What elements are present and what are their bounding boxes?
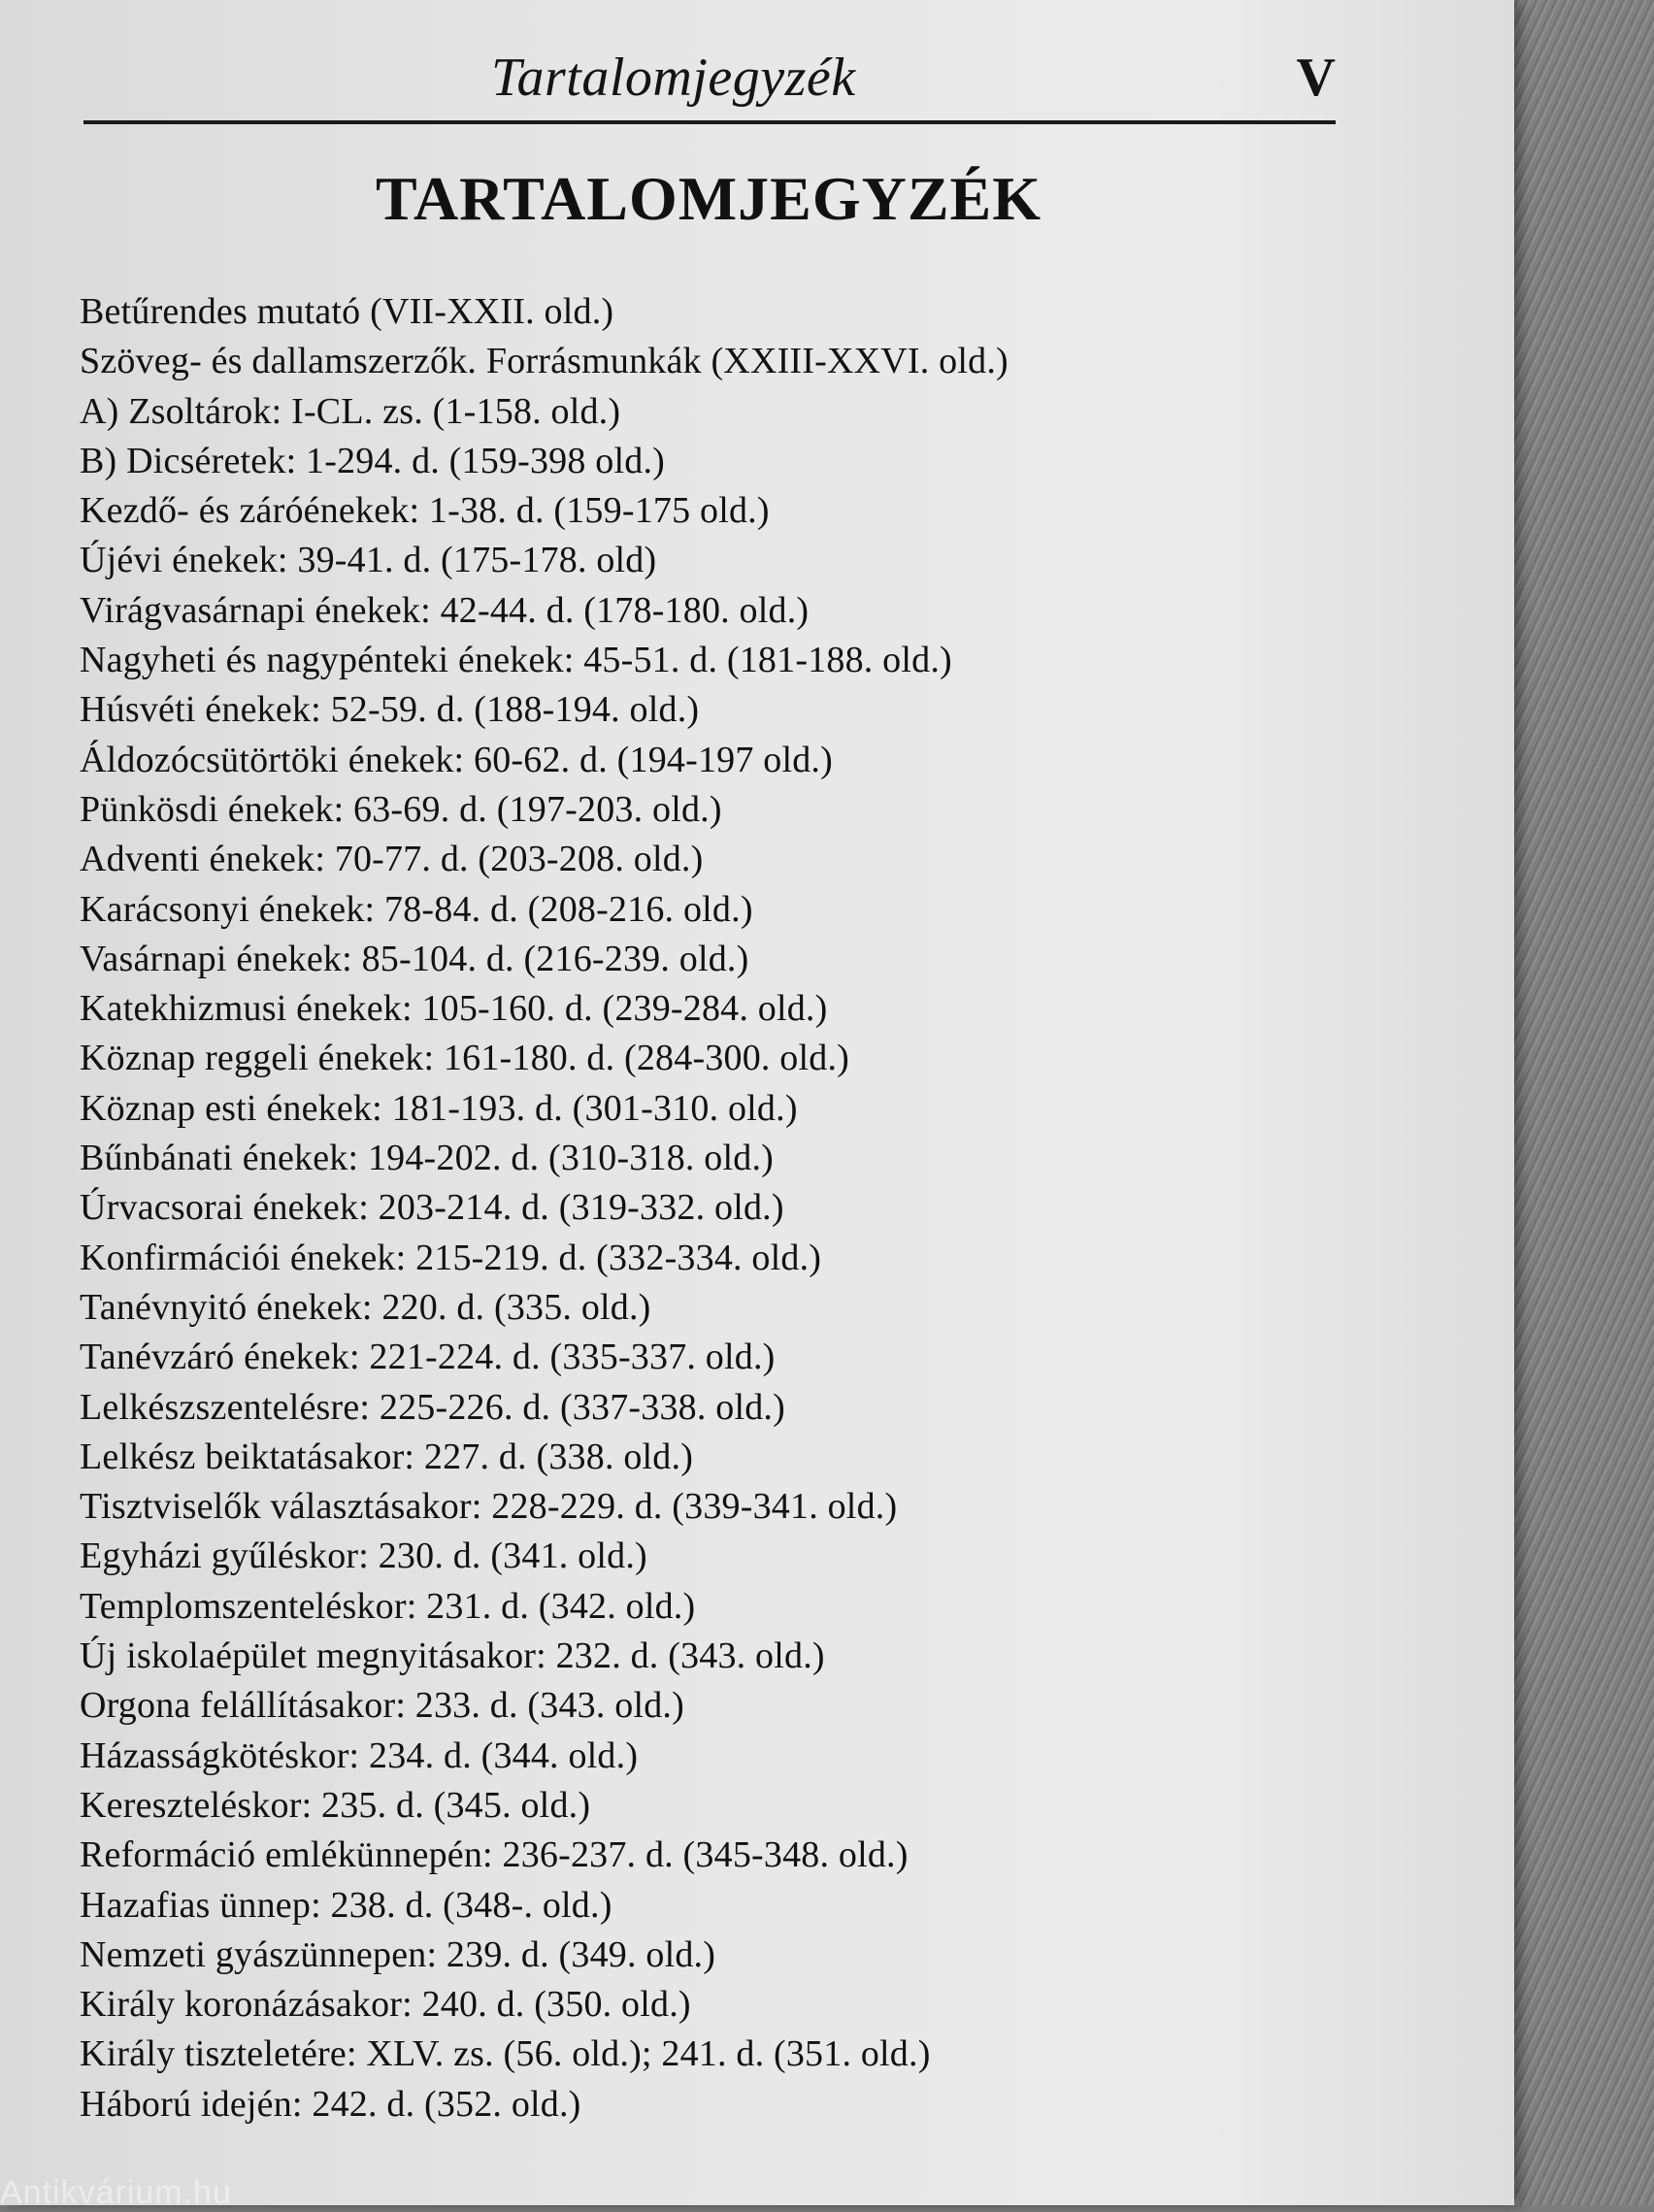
running-title: Tartalomjegyzék	[491, 48, 856, 108]
toc-entry: A) Zsoltárok: I-CL. zs. (1-158. old.)	[80, 390, 621, 432]
toc-entry: Szöveg- és dallamszerzők. Forrásmunkák (XXIII-XXVI. old.)	[80, 341, 1009, 382]
toc-entry: Virágvasárnapi énekek: 42-44. d. (178-180. old.)	[80, 589, 810, 631]
toc-entry: Nagyheti és nagypénteki énekek: 45-51. d. (181-188. old.)	[80, 640, 952, 681]
toc-entry: Háború idején: 242. d. (352. old.)	[80, 2083, 581, 2125]
toc-entry: Adventi énekek: 70-77. d. (203-208. old.)	[80, 839, 704, 880]
toc-entry: Tanévnyitó énekek: 220. d. (335. old.)	[80, 1286, 651, 1328]
toc-entry: Király tiszteletére: XLV. zs. (56. old.); 241. d. (351. old.)	[80, 2033, 931, 2075]
toc-entry: Templomszenteléskor: 231. d. (342. old.)	[80, 1585, 696, 1627]
toc-entry: Betűrendes mutató (VII-XXII. old.)	[80, 291, 614, 332]
toc-entry: Úrvacsorai énekek: 203-214. d. (319-332. old.)	[80, 1187, 784, 1229]
table-of-contents	[80, 287, 1400, 2129]
toc-entry: Áldozócsütörtöki énekek: 60-62. d. (194-197 old.)	[80, 739, 833, 780]
toc-entry: Hazafias ünnep: 238. d. (348-. old.)	[80, 1884, 612, 1926]
toc-entry: Lelkészszentelésre: 225-226. d. (337-338. old.)	[80, 1386, 785, 1428]
page-title: TARTALOMJEGYZÉK	[376, 164, 1042, 233]
toc-entry: Lelkész beiktatásakor: 227. d. (338. old.)	[80, 1436, 694, 1477]
watermark: Antikvárium.hu	[0, 2174, 232, 2211]
page-number: V	[1296, 48, 1336, 108]
toc-entry: Köznap reggeli énekek: 161-180. d. (284-300. old.)	[80, 1038, 850, 1079]
toc-entry: Kezdő- és záróénekek: 1-38. d. (159-175 old.)	[80, 490, 770, 532]
toc-entry: B) Dicséretek: 1-294. d. (159-398 old.)	[80, 440, 665, 481]
toc-entry: Újévi énekek: 39-41. d. (175-178. old)	[80, 540, 657, 581]
toc-entry: Konfirmációi énekek: 215-219. d. (332-334. old.)	[80, 1237, 822, 1278]
toc-entry: Egyházi gyűléskor: 230. d. (341. old.)	[80, 1535, 647, 1577]
toc-entry: Bűnbánati énekek: 194-202. d. (310-318. old.)	[80, 1138, 775, 1179]
toc-entry: Katekhizmusi énekek: 105-160. d. (239-284. old.)	[80, 988, 828, 1030]
toc-entry: Tisztviselők választásakor: 228-229. d. (339-341. old.)	[80, 1486, 898, 1528]
toc-entry: Nemzeti gyászünnepen: 239. d. (349. old.)	[80, 1933, 716, 1975]
toc-entry: Tanévzáró énekek: 221-224. d. (335-337. old.)	[80, 1337, 776, 1378]
toc-entry: Reformáció emlékünnepén: 236-237. d. (345-348. old.)	[80, 1834, 909, 1876]
toc-entry: Karácsonyi énekek: 78-84. d. (208-216. old.)	[80, 888, 753, 930]
toc-entry: Új iskolaépület megnyitásakor: 232. d. (343. old.)	[80, 1635, 825, 1677]
toc-entry: Pünkösdi énekek: 63-69. d. (197-203. old.)	[80, 788, 722, 830]
page-header	[83, 39, 1336, 122]
toc-entry: Húsvéti énekek: 52-59. d. (188-194. old.)	[80, 689, 700, 731]
toc-entry: Király koronázásakor: 240. d. (350. old.)	[80, 1984, 691, 2026]
background-surface	[1495, 0, 1654, 2205]
toc-entry: Házasságkötéskor: 234. d. (344. old.)	[80, 1734, 639, 1776]
toc-entry: Orgona felállításakor: 233. d. (343. old.)	[80, 1685, 684, 1727]
toc-entry: Vasárnapi énekek: 85-104. d. (216-239. old.)	[80, 938, 749, 979]
header-rule	[83, 120, 1336, 124]
toc-entry: Kereszteléskor: 235. d. (345. old.)	[80, 1784, 591, 1826]
toc-entry: Köznap esti énekek: 181-193. d. (301-310. old.)	[80, 1087, 798, 1129]
